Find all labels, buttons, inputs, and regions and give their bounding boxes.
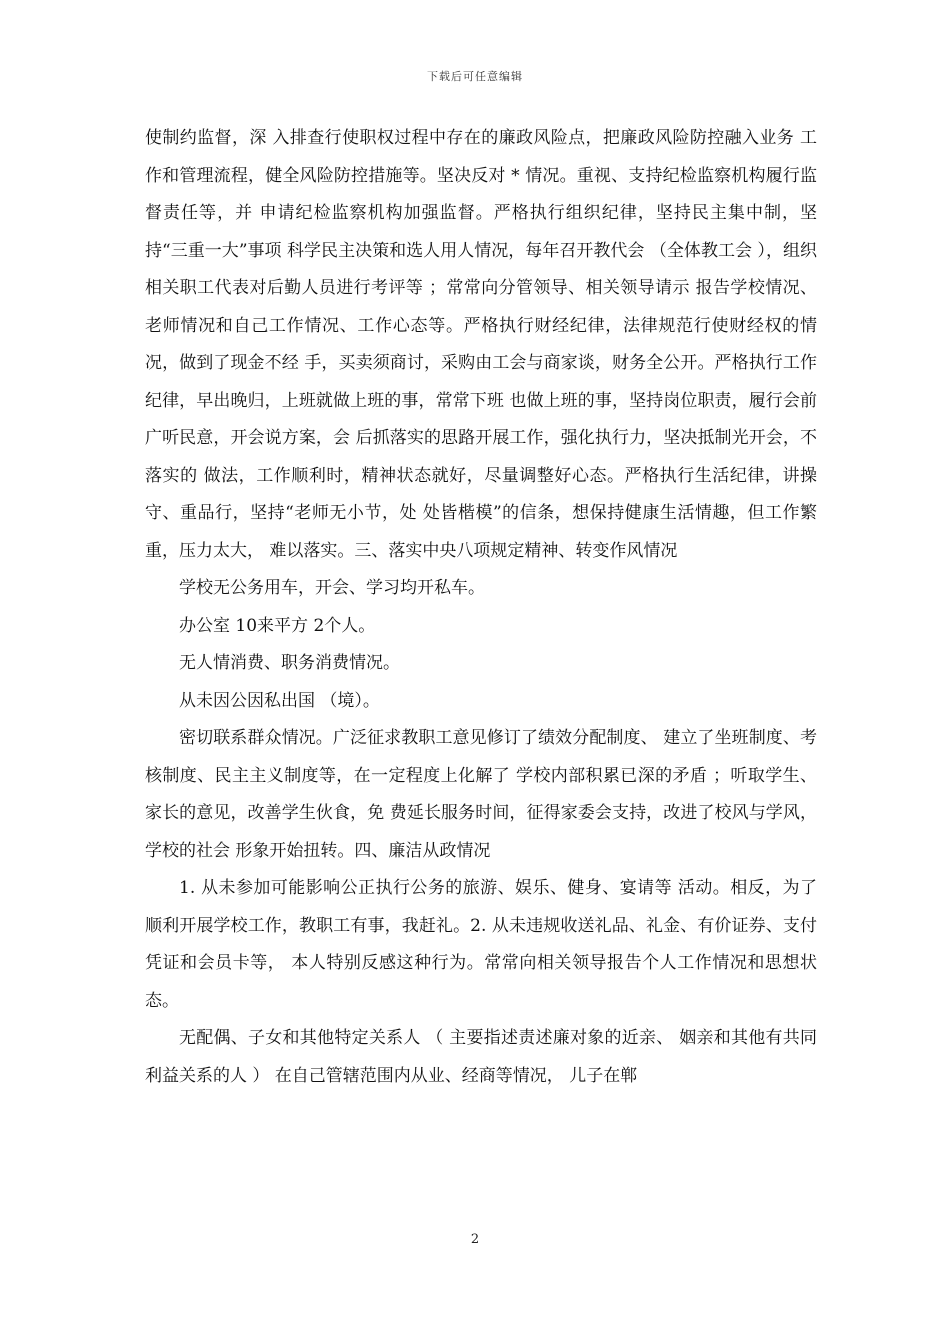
document-body — [145, 120, 817, 1095]
page-header: 下载后可任意编辑 — [427, 70, 523, 83]
paragraph-consumption: 无人情消费、职务消费情况。 — [179, 653, 400, 673]
paragraph-relatives: 无配偶、子女和其他特定关系人 （ 主要指述责述廉对象的近亲、 姻亲和其他有共同利益关系的人 ） 在自己管辖范围内从业、经商等情况， 儿子在郸 — [145, 1028, 817, 1086]
paragraph-masses-contact: 密切联系群众情况。广泛征求教职工意见修订了绩效分配制度、 建立了坐班制度、考核制度、民主主义制度等，在一定程度上化解了 学校内部积累已深的矛盾 ；听取学生、家长的意见，改善学生伙食，免 费延长服务时间，征得家委会支持，改进了校风与学风，学校的社会 形象开始扭转。四、廉洁从政情况 — [145, 728, 817, 861]
paragraph-travel-abroad: 从未因公因私出国 （境）。 — [179, 690, 380, 711]
paragraph-integrity-items: 1. 从未参加可能影响公正执行公务的旅游、娱乐、健身、宴请等 活动。相反，为了顺利开展学校工作，教职工有事，我赶礼。2. 从未违规收送礼品、礼金、有价证券、支付凭证和会员卡等， 本人特别反感这种行为。常常向相关领导报告个人工作情况和思想状态。 — [145, 878, 817, 1011]
paragraph-office-space: 办公室 10来平方 2个人。 — [179, 615, 376, 636]
paragraph-discipline: 使制约监督，深 入排查行使职权过程中存在的廉政风险点，把廉政风险防控融入业务 工作和管理流程，健全风险防控措施等。坚决反对 * 情况。重视、支持纪检监察机构履行监督责任等，并 申请纪检监察机构加强监督。严格执行组织纪律，坚持民主集中制，坚持“三重一大”事项 科学民主决策和选人用人情况，每年召开教代会 （全体教工会 ），组织 相关职工代表对后勤人员进行考评等 ；常常向分管领导、相关领导请示 报告学校情况、老师情况和自己工作情况、工作心态等。严格执行财经纪律，法律规范行使财经权的情况，做到了现金不经 手，买卖须商讨，采购由工会与商家谈，财务全公开。严格执行工作纪律，早出晚归，上班就做上班的事，常常下班 也做上班的事，坚持岗位职责，履行会前广听民意，开会说方案，会 后抓落实的思路开展工作，强化执行力，坚决抵制光开会，不落实的 做法，工作顺利时，精神状态就好，尽量调整好心态。严格执行生活纪律，讲操守、重品行，坚持“老师无小节，处 处皆楷模”的信条，想保持健康生活情趣，但工作繁重，压力太大， 难以落实。三、落实中央八项规定精神、转变作风情况 — [145, 128, 817, 561]
page-number: 2 — [470, 1232, 480, 1247]
paragraph-official-car: 学校无公务用车，开会、学习均开私车。 — [179, 578, 485, 598]
